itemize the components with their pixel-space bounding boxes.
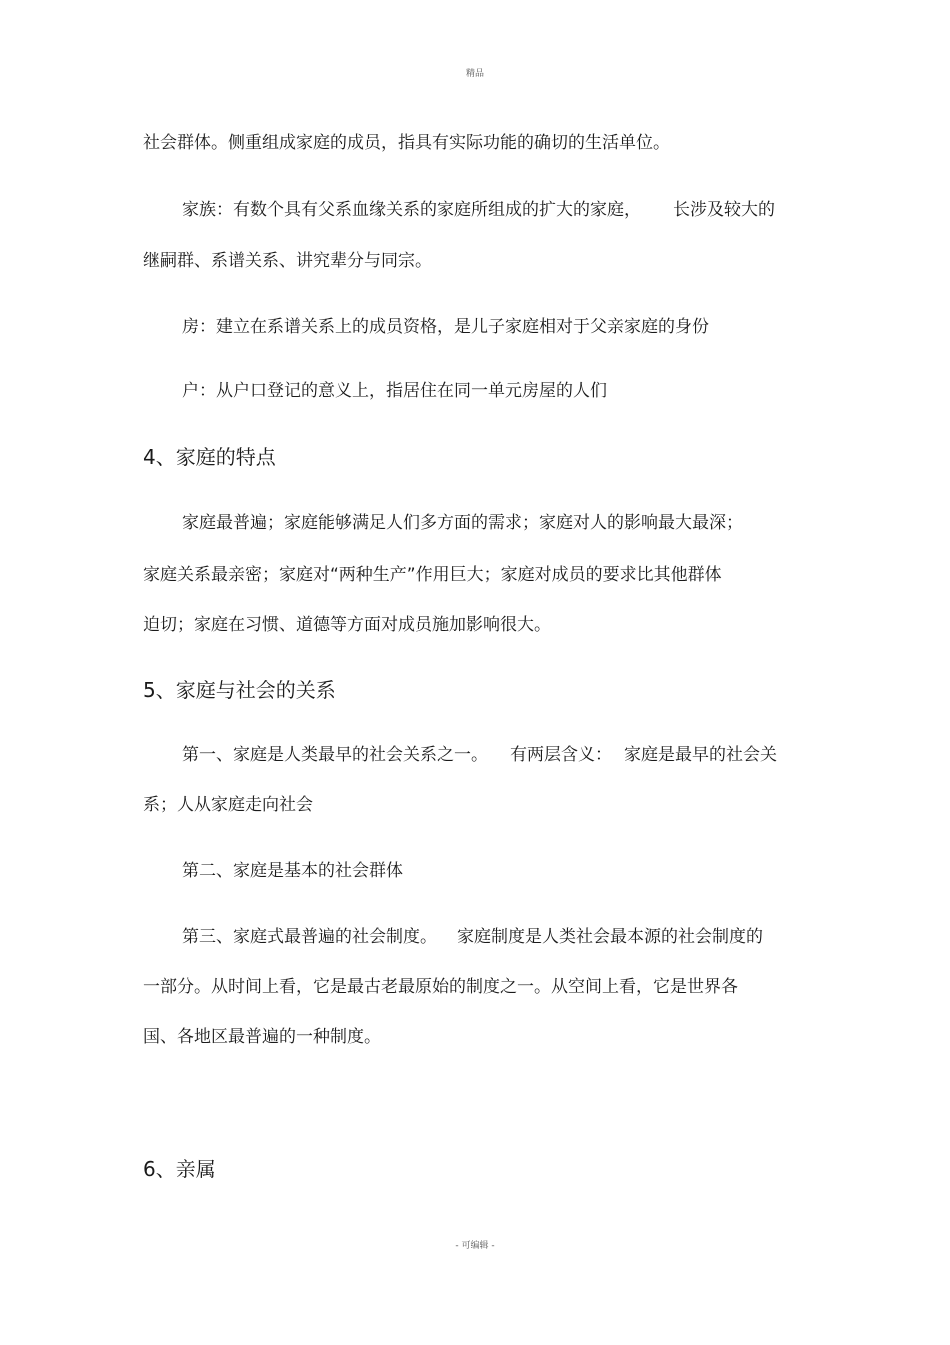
paragraph-segment: 家庭制度是人类社会最本源的社会制度的 [457, 927, 763, 947]
section-heading: 5、家庭与社会的关系 [143, 678, 336, 702]
paragraph-segment: 第一、家庭是人类最早的社会关系之一。 [182, 745, 488, 765]
paragraph-line: 国、各地区最普遍的一种制度。 [143, 1027, 381, 1047]
page-footer: - 可编辑 - [455, 1241, 495, 1251]
paragraph-line: 社会群体。侧重组成家庭的成员，指具有实际功能的确切的生活单位。 [143, 133, 670, 153]
paragraph-line: 家庭关系最亲密；家庭对“两种生产”作用巨大；家庭对成员的要求比其他群体 [143, 565, 722, 585]
paragraph-segment: 家庭是最早的社会关 [624, 745, 777, 765]
paragraph-segment: 长涉及较大的 [673, 200, 775, 220]
paragraph-line: 户：从户口登记的意义上，指居住在同一单元房屋的人们 [182, 381, 607, 401]
paragraph-line [182, 199, 775, 221]
paragraph-line [182, 926, 763, 948]
paragraph-line [182, 744, 777, 766]
paragraph-segment: 家族：有数个具有父系血缘关系的家庭所组成的扩大的家庭， [182, 200, 641, 220]
paragraph-line: 继嗣群、系谱关系、讲究辈分与同宗。 [143, 251, 432, 271]
paragraph-line: 房：建立在系谱关系上的成员资格，是儿子家庭相对于父亲家庭的身份 [182, 317, 709, 337]
paragraph-line: 迫切；家庭在习惯、道德等方面对成员施加影响很大。 [143, 615, 551, 635]
paragraph-line: 一部分。从时间上看，它是最古老最原始的制度之一。从空间上看，它是世界各 [143, 977, 738, 997]
paragraph-line: 第二、家庭是基本的社会群体 [182, 861, 403, 881]
paragraph-segment: 第三、家庭式最普遍的社会制度。 [182, 927, 437, 947]
paragraph-segment: 有两层含义： [510, 745, 612, 765]
paragraph-line: 系；人从家庭走向社会 [143, 795, 313, 815]
section-heading: 6、亲属 [143, 1157, 216, 1181]
page-header: 精品 [465, 69, 484, 79]
section-heading: 4、家庭的特点 [143, 445, 276, 469]
paragraph-line: 家庭最普遍；家庭能够满足人们多方面的需求；家庭对人的影响最大最深； [182, 513, 743, 533]
